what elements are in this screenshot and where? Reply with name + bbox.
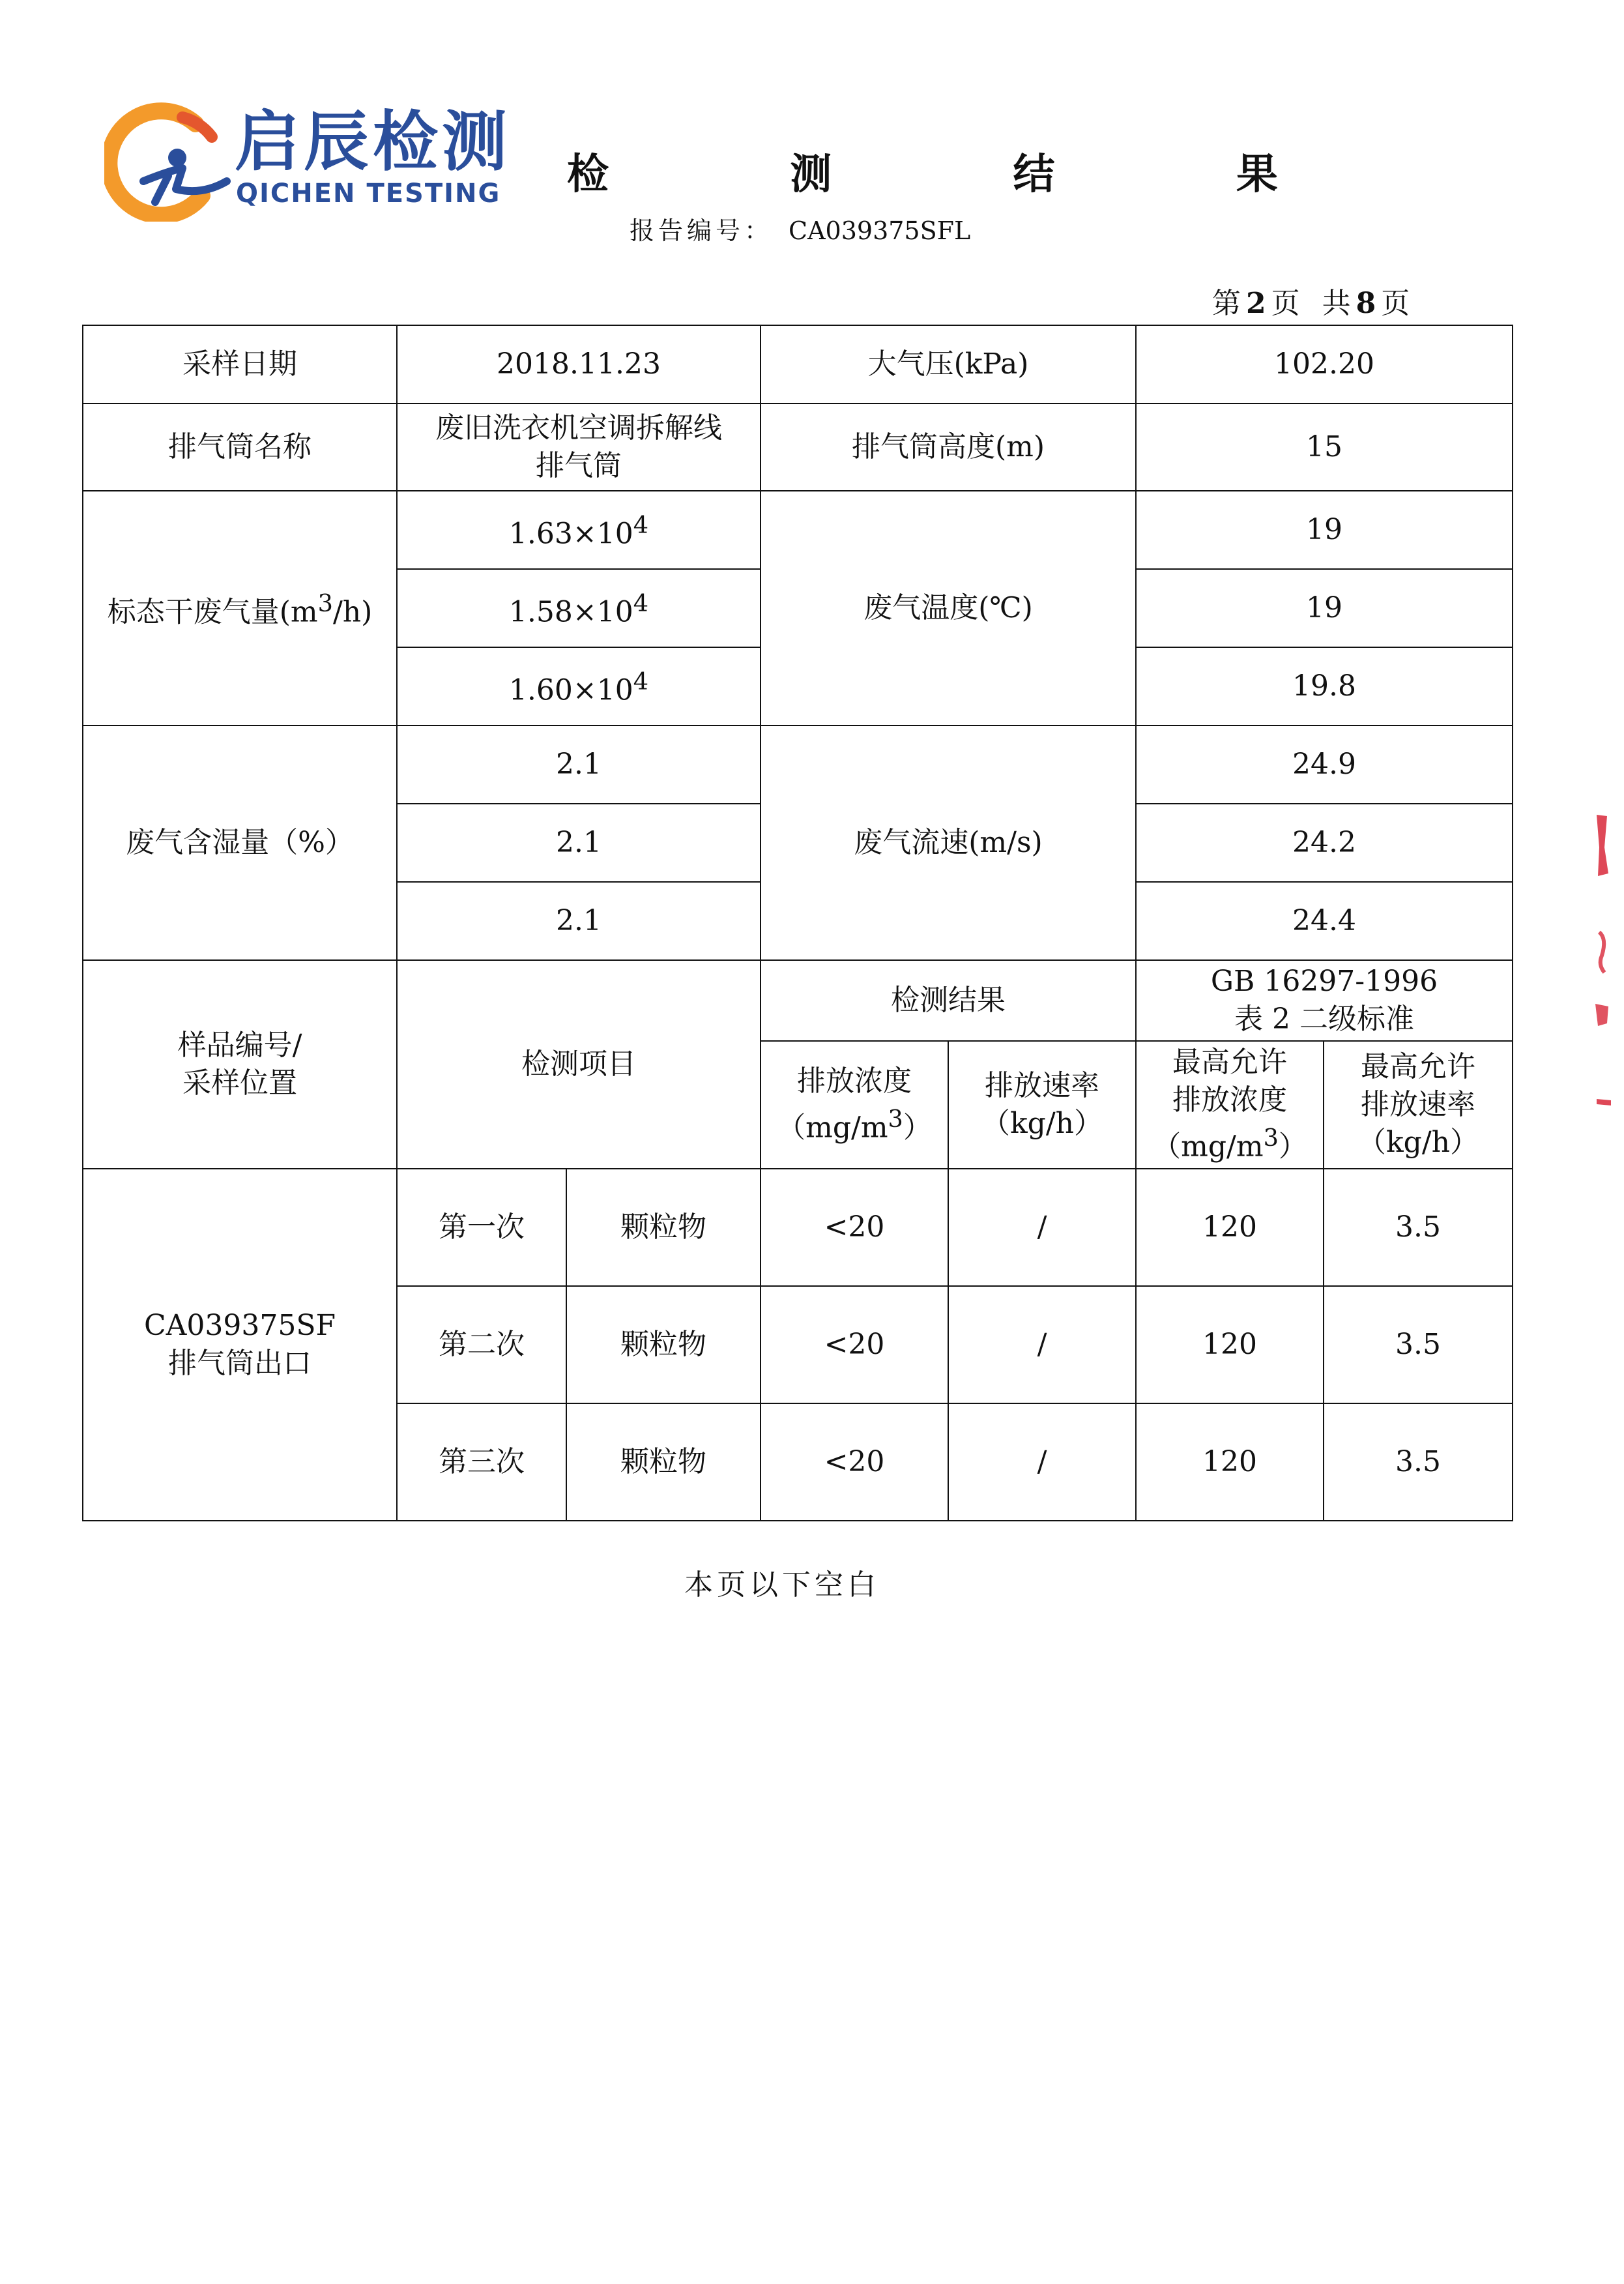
sampling-date-label: 采样日期 xyxy=(83,325,397,403)
max-rate-cell: 3.5 xyxy=(1324,1286,1513,1403)
page-total: 8 xyxy=(1356,287,1376,320)
page-indicator xyxy=(1212,286,1410,322)
moisture-value-3: 2.1 xyxy=(397,882,761,960)
max-conc-cell: 120 xyxy=(1136,1286,1324,1403)
max-conc-header: 最高允许 排放浓度 $(mg/m^3)$ xyxy=(1136,1041,1324,1169)
qichen-logo-icon xyxy=(104,98,235,222)
row-stack xyxy=(83,403,1513,491)
logo-english-name: QICHEN TESTING xyxy=(236,179,501,209)
total-suffix: 页 xyxy=(1381,287,1410,320)
logo-chinese-name: 启辰检测 xyxy=(235,104,511,180)
max-conc-cell: 120 xyxy=(1136,1403,1324,1521)
flow-value-3: $1.60\times 10^4$ xyxy=(397,647,761,725)
flow-label: 标态干废气量$(m^3/h)$ xyxy=(83,491,397,725)
item-label: 检测项目 xyxy=(397,960,761,1169)
velocity-value-2: 24.2 xyxy=(1136,804,1513,882)
pressure-label: 大气压(kPa) xyxy=(761,325,1136,403)
rate-header: 排放速率 （kg/h） xyxy=(948,1041,1136,1169)
sampling-date-value: 2018.11.23 xyxy=(397,325,761,403)
row-moisture-1 xyxy=(83,725,1513,804)
max-conc-cell: 120 xyxy=(1136,1169,1324,1286)
round-cell: 第三次 xyxy=(397,1403,566,1521)
rate-cell: / xyxy=(948,1286,1136,1403)
flow-value-1: $1.63\times 10^4$ xyxy=(397,491,761,569)
sample-label: 样品编号/ 采样位置 xyxy=(83,960,397,1169)
velocity-value-3: 24.4 xyxy=(1136,882,1513,960)
report-number-value: CA039375SFL xyxy=(789,216,971,245)
item-cell: 颗粒物 xyxy=(566,1286,761,1403)
document-title: 检 测 结 果 xyxy=(567,151,1361,199)
row-sampling-date xyxy=(83,325,1513,403)
stack-name-value: 废旧洗衣机空调拆解线 排气筒 xyxy=(397,403,761,491)
blank-page-note: 本页以下空白 xyxy=(684,1568,880,1602)
conc-cell: <20 xyxy=(761,1169,948,1286)
rate-cell: / xyxy=(948,1169,1136,1286)
page-current: 2 xyxy=(1246,287,1266,320)
sample-id: CA039375SF 排气筒出口 xyxy=(83,1169,397,1521)
report-number xyxy=(630,215,970,246)
seal-stamp-edge-icon xyxy=(1585,808,1617,1121)
table-row xyxy=(83,1169,1513,1286)
moisture-label: 废气含湿量（%） xyxy=(83,725,397,960)
page-suffix: 页 xyxy=(1271,287,1300,320)
conc-cell: <20 xyxy=(761,1403,948,1521)
results-table xyxy=(82,325,1513,1521)
max-rate-header: 最高允许 排放速率 （kg/h） xyxy=(1324,1041,1513,1169)
conc-cell: <20 xyxy=(761,1286,948,1403)
stack-height-label: 排气筒高度(m) xyxy=(761,403,1136,491)
temp-value-1: 19 xyxy=(1136,491,1513,569)
velocity-value-1: 24.9 xyxy=(1136,725,1513,804)
temp-label: 废气温度(℃) xyxy=(761,491,1136,725)
pressure-value: 102.20 xyxy=(1136,325,1513,403)
page-prefix: 第 xyxy=(1212,287,1241,320)
moisture-value-2: 2.1 xyxy=(397,804,761,882)
item-cell: 颗粒物 xyxy=(566,1169,761,1286)
result-label: 检测结果 xyxy=(761,960,1136,1041)
standard-label: GB 16297-1996 表 2 二级标准 xyxy=(1136,960,1513,1041)
max-rate-cell: 3.5 xyxy=(1324,1403,1513,1521)
temp-value-3: 19.8 xyxy=(1136,647,1513,725)
stack-name-label: 排气筒名称 xyxy=(83,403,397,491)
company-logo xyxy=(104,98,560,222)
report-number-label: 报告编号： xyxy=(630,216,774,245)
temp-value-2: 19 xyxy=(1136,569,1513,647)
total-prefix: 共 xyxy=(1322,287,1351,320)
conc-header: 排放浓度 $(mg/m^3)$ xyxy=(761,1041,948,1169)
row-flow-1 xyxy=(83,491,1513,569)
flow-value-2: $1.58\times 10^4$ xyxy=(397,569,761,647)
moisture-value-1: 2.1 xyxy=(397,725,761,804)
velocity-label: 废气流速(m/s) xyxy=(761,725,1136,960)
round-cell: 第二次 xyxy=(397,1286,566,1403)
item-cell: 颗粒物 xyxy=(566,1403,761,1521)
max-rate-cell: 3.5 xyxy=(1324,1169,1513,1286)
rate-cell: / xyxy=(948,1403,1136,1521)
stack-height-value: 15 xyxy=(1136,403,1513,491)
row-results-header-1 xyxy=(83,960,1513,1041)
round-cell: 第一次 xyxy=(397,1169,566,1286)
